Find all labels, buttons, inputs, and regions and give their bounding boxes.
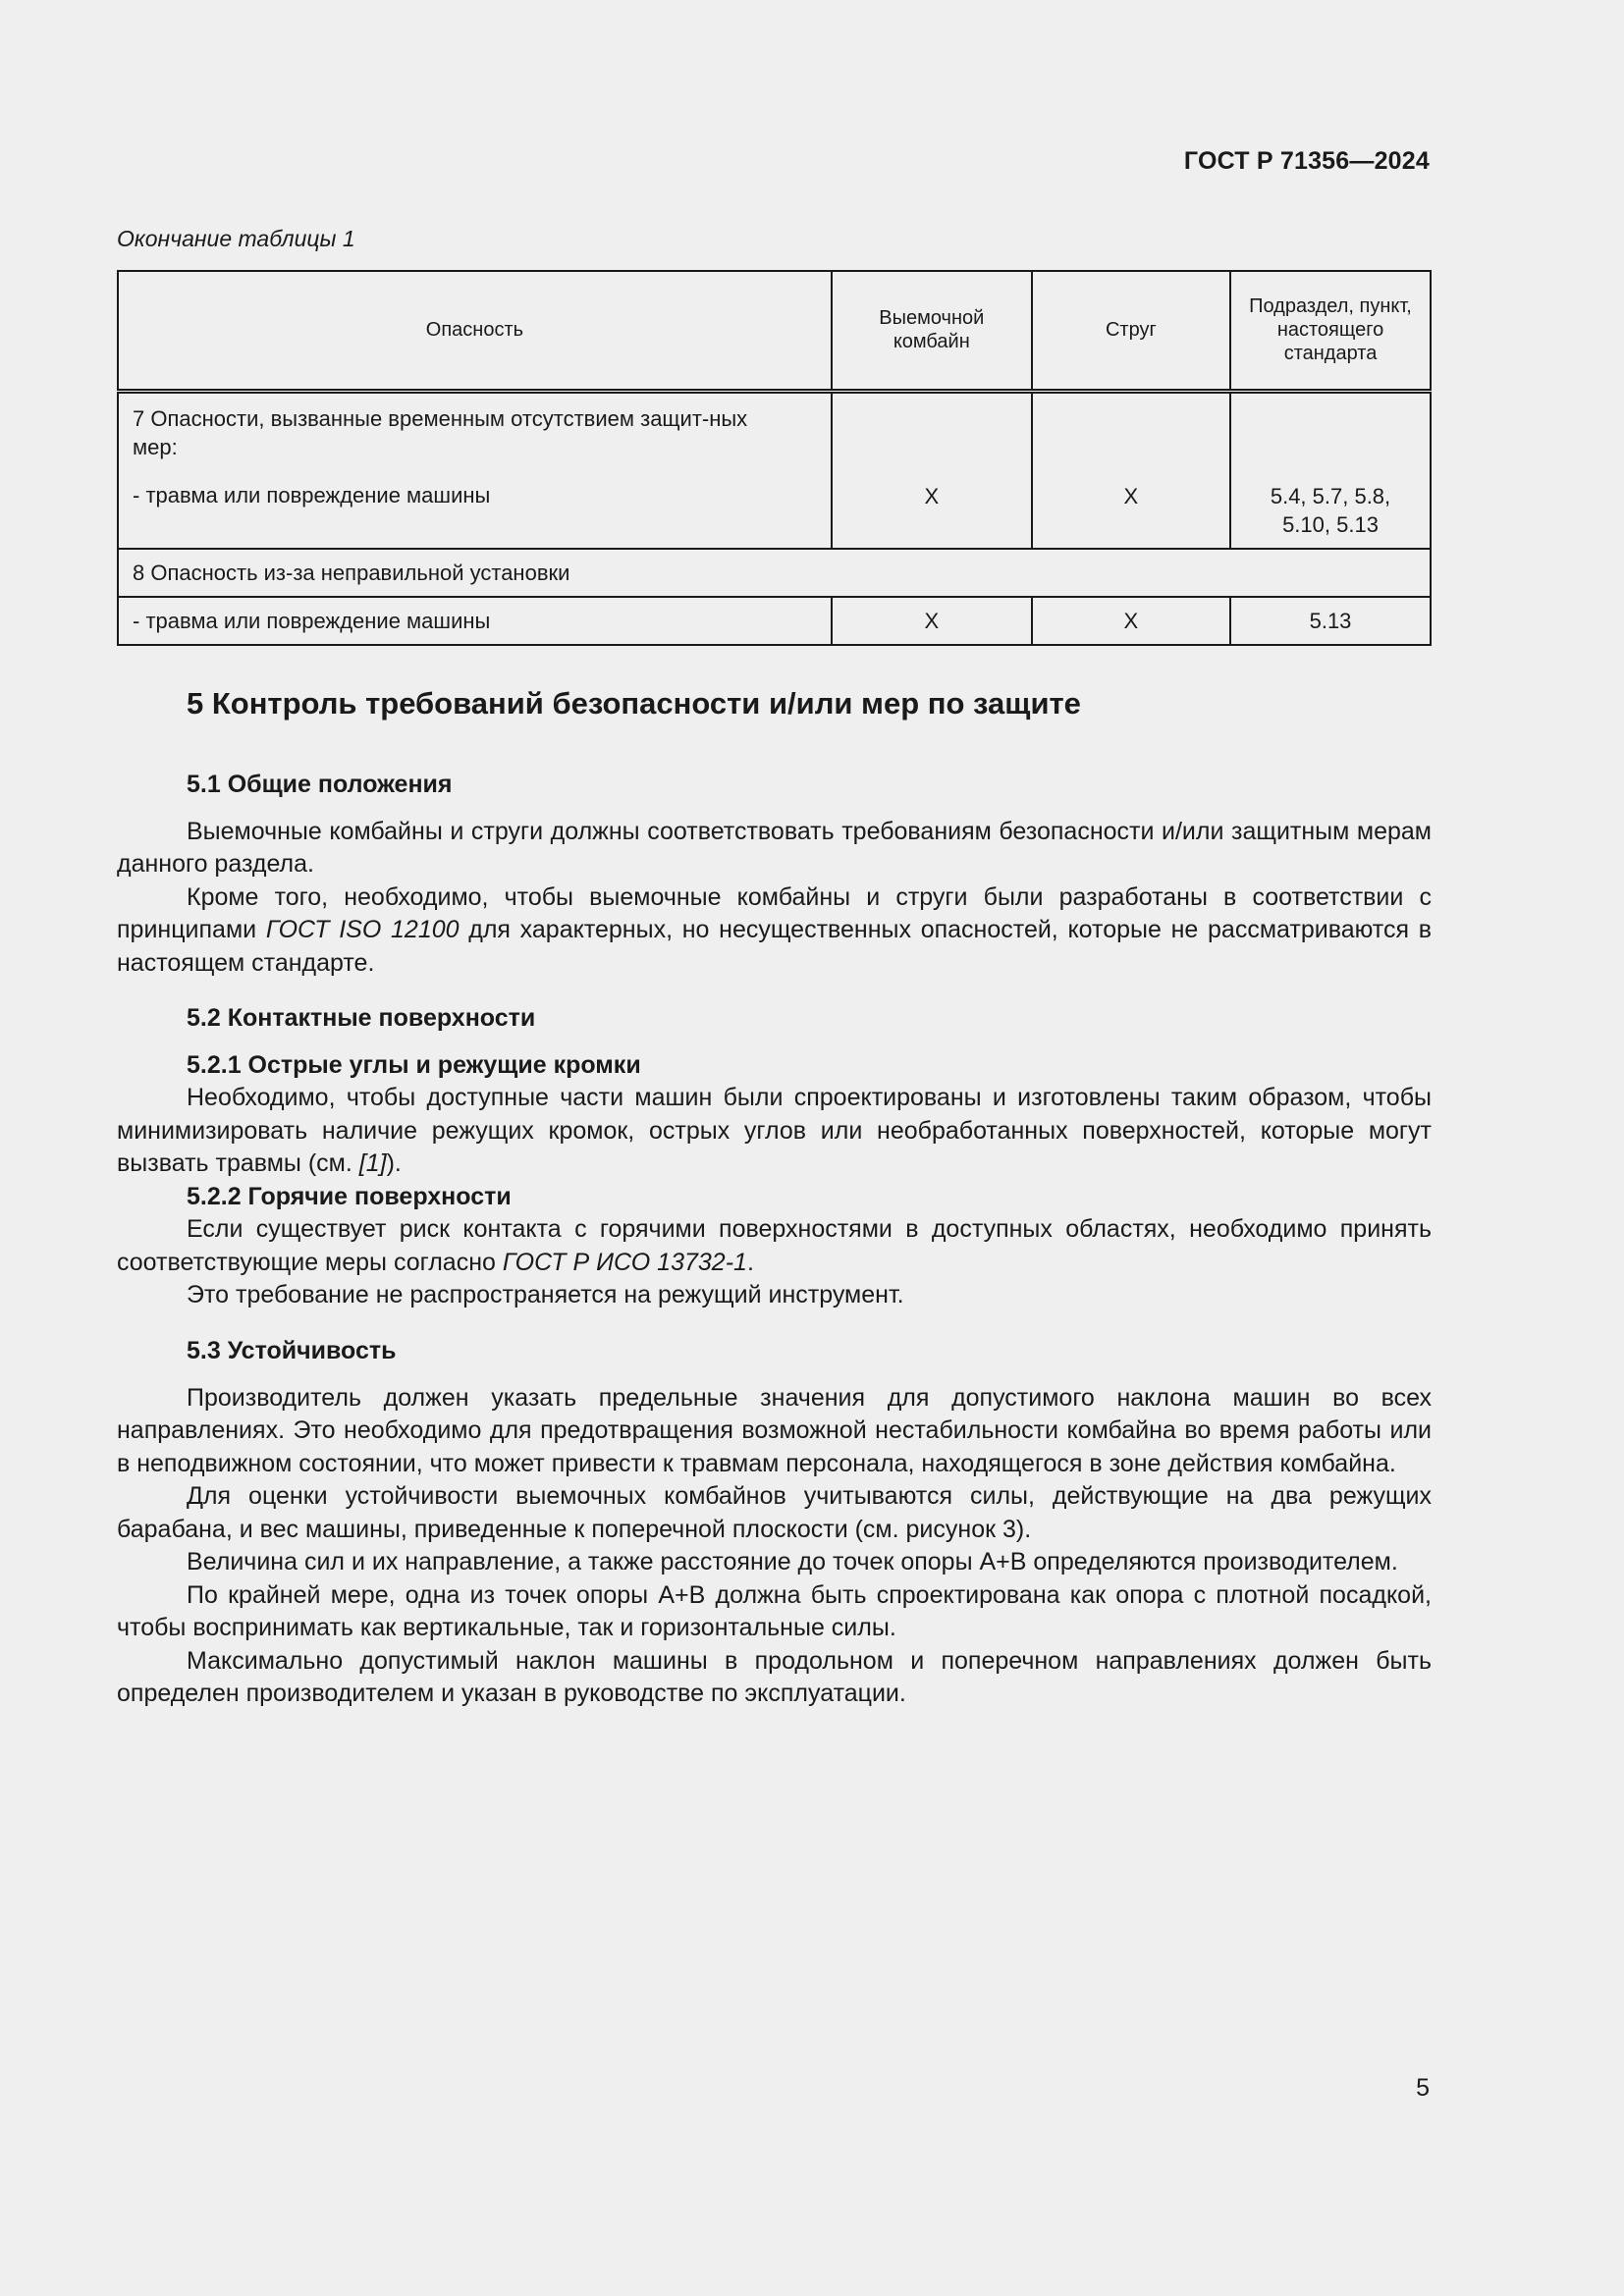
paragraph: Это требование не распространяется на режущий инструмент. — [187, 1281, 904, 1308]
bibliography-reference: [1] — [358, 1149, 387, 1177]
section-5-title: 5 Контроль требований безопасности и/или мер по защите — [187, 686, 1081, 721]
document-number: ГОСТ Р 71356—2024 — [1183, 147, 1430, 175]
hazard-title: 7 Опасности, вызванные временным отсутствием защит-ных мер: — [133, 405, 748, 459]
hazard-item: - травма или повреждение машины — [118, 597, 832, 645]
plough-mark: X — [1123, 483, 1139, 508]
clause-ref: 5.13 — [1230, 597, 1431, 645]
paragraph: Производитель должен указать предельные значения для допустимого наклона машин во всех направлениях. Это необходимо для предотвращения возможной нестабильности комбайна во время работы или в неподвижном состоянии, что может привести к травмам персонала, находящегося в зоне действия комбайна. — [117, 1383, 1432, 1477]
paragraph: Для оценки устойчивости выемочных комбайнов учитываются силы, действующие на два режущих барабана, и вес машины, приведенные к поперечной плоскости (см. рисунок 3). — [117, 1482, 1432, 1543]
section-5 — [117, 682, 1432, 725]
clause-ref: 5.4, 5.7, 5.8, 5.10, 5.13 — [1270, 483, 1391, 537]
text-run: Необходимо, чтобы доступные части машин были спроектированы и изготовлены таким образом, чтобы минимизировать наличие режущих кромок, острых углов или необработанных поверхностей, которые могут вызвать травмы (см. — [117, 1084, 1432, 1177]
hazard-cell — [118, 391, 832, 549]
column-header-plough: Струг — [1032, 271, 1230, 391]
combine-cell — [832, 391, 1032, 549]
plough-mark: X — [1032, 597, 1230, 645]
paragraph: Максимально допустимый наклон машины в продольном и поперечном направлениях должен быть определен производителем и указан в руководстве по эксплуатации. — [117, 1646, 1432, 1707]
text-run: для характерных, но несущественных опасностей, которые не рассматриваются в настоящем стандарте. — [117, 916, 1433, 977]
paragraph: Выемочные комбайны и струги должны соответствовать требованиям безопасности и/или защитным мерам данного раздела. — [117, 817, 1432, 878]
clause-cell — [1230, 391, 1431, 549]
combine-mark: X — [924, 483, 940, 508]
standard-reference: ГОСТ ISO 12100 — [265, 916, 460, 943]
section-5-3 — [117, 1335, 1432, 1711]
section-5-1-title: 5.1 Общие положения — [187, 771, 453, 798]
paragraph — [117, 1082, 1432, 1181]
section-5-2-1-title: 5.2.1 Острые углы и режущие кромки — [187, 1050, 641, 1079]
column-header-combine: Выемочной комбайн — [832, 271, 1032, 391]
section-5-2-title: 5.2 Контактные поверхности — [187, 1004, 536, 1032]
table-row — [118, 597, 1431, 645]
paragraph — [117, 1213, 1432, 1279]
hazards-table — [117, 270, 1432, 646]
plough-cell — [1032, 391, 1230, 549]
paragraph: Величина сил и их направление, а также расстояние до точек опоры A+B определяются производителем. — [187, 1548, 1398, 1575]
text-run: . — [746, 1248, 754, 1276]
table-group-row — [118, 549, 1431, 597]
text-run: Если существует риск контакта с горячими поверхностями в доступных областях, необходимо принять соответствующие меры согласно — [117, 1215, 1432, 1276]
page-number: 5 — [1416, 2074, 1430, 2102]
table-header-row — [118, 271, 1431, 391]
combine-mark: X — [832, 597, 1032, 645]
text-run: ). — [386, 1149, 402, 1177]
standard-reference: ГОСТ Р ИСО 13732-1 — [502, 1248, 747, 1276]
table-row — [118, 391, 1431, 549]
section-5-2-2-title: 5.2.2 Горячие поверхности — [187, 1182, 512, 1210]
paragraph — [117, 881, 1432, 981]
column-header-hazard: Опасность — [118, 271, 832, 391]
text-run: Кроме того, необходимо, чтобы выемочные комбайны и струги были разработаны в соответствии с принципами — [117, 882, 1432, 943]
column-header-clause: Подраздел, пункт, настоящего стандарта — [1230, 271, 1431, 391]
section-5-1 — [117, 769, 1432, 980]
hazard-group-title: 8 Опасность из-за неправильной установки — [118, 549, 1431, 597]
section-5-3-title: 5.3 Устойчивость — [187, 1337, 397, 1364]
paragraph: По крайней мере, одна из точек опоры A+B должна быть спроектирована как опора с плотной посадкой, чтобы воспринимать как вертикальные, так и горизонтальные силы. — [117, 1580, 1432, 1641]
hazard-item: - травма или повреждение машины — [133, 482, 491, 507]
table-caption: Окончание таблицы 1 — [117, 226, 355, 251]
section-5-2 — [117, 1002, 1432, 1312]
